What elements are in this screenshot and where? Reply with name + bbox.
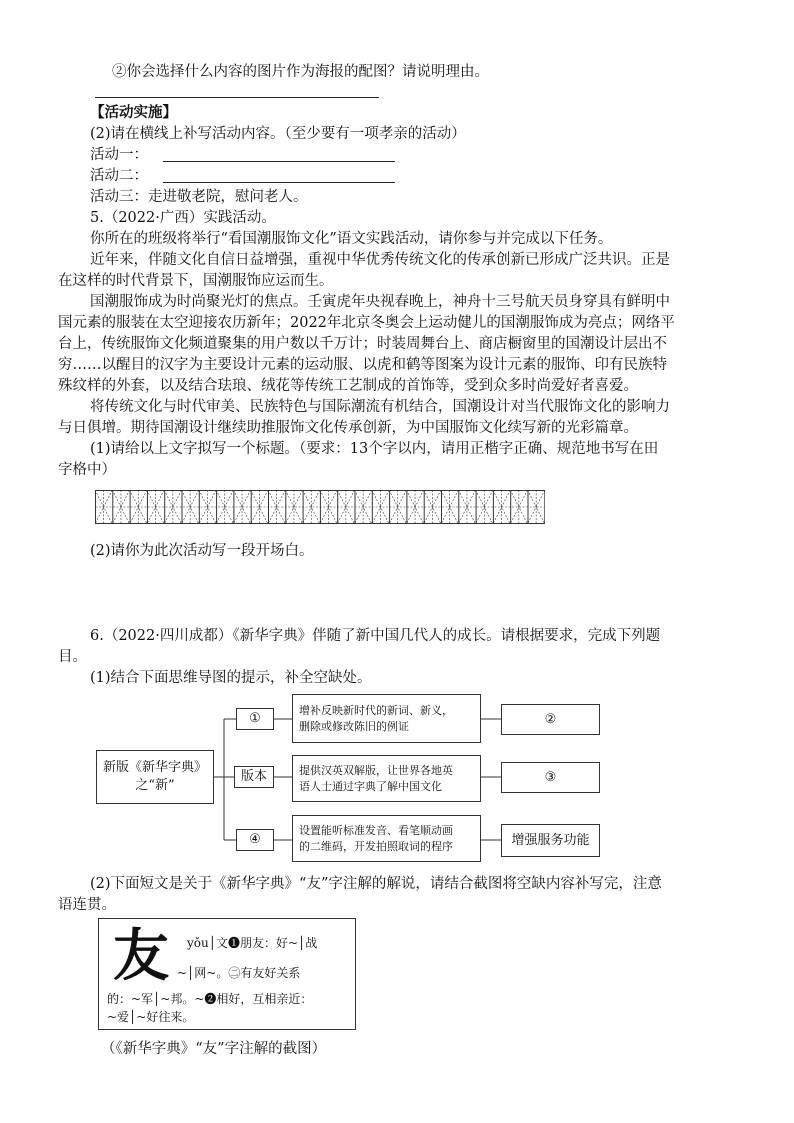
q5-2-prompt: (2)请你为此次活动写一段开场白。 [90, 543, 314, 559]
mindmap-desc-1 [292, 694, 481, 743]
dictionary-entry-line: ~爱│~好往来。 [107, 1010, 195, 1024]
desc-line: 的二维码，开发拍照取词的程序 [299, 839, 453, 853]
passage-line: 与日俱增。期待国潮设计继续助推服饰文化传承创新，为中国服饰文化续写新的光彩篇章。 [58, 420, 638, 436]
mindmap-root-line: 新版《新华字典》 [102, 760, 207, 775]
q5-intro: 你所在的班级将举行“看国潮服饰文化”语文实践活动，请你参与并完成以下任务。 [90, 231, 613, 247]
desc-line: 增补反映新时代的新词、新义， [299, 703, 453, 717]
desc-line: 设置能听标准发音、看笔顺动画 [299, 823, 453, 837]
passage-line: 台上，传统服饰文化频道聚集的用户数以千万计；时装周舞台上、商店橱窗里的国潮设计层出不 [58, 336, 667, 352]
mindmap-desc-3 [292, 815, 481, 862]
passage-line: 殊纹样的外套，以及结合珐琅、绒花等传统工艺制成的首饰等，受到众多时尚爱好者喜爱。 [58, 378, 638, 394]
dictionary-character: 友 [113, 923, 169, 989]
q6-title: 目。 [58, 649, 87, 665]
dictionary-entry-line: yǒu│文❶朋友：好~│战 [187, 936, 318, 950]
mindmap-result-3[interactable] [501, 762, 600, 793]
q5-1-prompt: (1)请给以上文字拟写一个标题。（要求：13个字以内，请用正楷字正确、规范地书写在田 [90, 441, 659, 457]
passage-line: 在这样的时代背景下，国潮服饰应运而生。 [58, 273, 334, 289]
q6-title: 6.（2022·四川成都）《新华字典》伴随了新中国几代人的成长。请根据要求，完成下列题 [90, 628, 661, 644]
q6-2-prompt: 语连贯。 [58, 897, 116, 913]
dictionary-screenshot [98, 918, 356, 1030]
question-choose-image: ②你会选择什么内容的图片作为海报的配图？请说明理由。 [112, 64, 489, 80]
result-1-label: ② [544, 711, 557, 727]
q5-1-prompt: 字格中） [58, 462, 116, 478]
dictionary-entry-line: 的：~军│~邦。~❷相好，互相亲近： [107, 992, 313, 1006]
activity2-label: 活动二： [90, 168, 148, 184]
mindmap-root [96, 750, 214, 804]
passage-line: 将传统文化与时代审美、民族特色与国际潮流有机结合，国潮设计对当代服饰文化的影响力 [90, 399, 670, 415]
mindmap-branch-4[interactable] [236, 829, 274, 851]
mindmap-result-service [501, 824, 600, 857]
mindmap-branch-version [234, 766, 274, 788]
activity3-text: 活动三：走进敬老院，慰问老人。 [90, 189, 308, 205]
dictionary-caption: （《新华字典》“友”字注解的截图） [101, 1041, 327, 1057]
passage-line: 近年来，伴随文化自信日益增强，重视中华优秀传统文化的传承创新已形成广泛共识。正是 [90, 252, 670, 268]
branch-3-label: ④ [249, 832, 261, 847]
activity1-label: 活动一： [90, 147, 148, 163]
desc-line: 提供汉英双解版，让世界各地英 [299, 763, 453, 777]
q6-1-prompt: (1)结合下面思维导图的提示，补全空缺处。 [90, 670, 372, 686]
mindmap-branch-1[interactable] [236, 708, 274, 730]
passage-line: 国元素的服装在太空迎接农历新年；2022年北京冬奥会上运动健儿的国潮服饰成为亮点；网络平 [58, 315, 675, 331]
q6-2-prompt: (2)下面短文是关于《新华字典》“友”字注解的解说，请结合截图将空缺内容补写完，注意 [90, 876, 662, 892]
result-3-label: 增强服务功能 [511, 832, 590, 848]
passage-line: 穷……以醒目的汉字为主要设计元素的运动服、以虎和鹤等图案为设计元素的服饰、印有民族特 [58, 357, 667, 373]
desc-line: 语人士通过字典了解中国文化 [299, 779, 442, 793]
activity-header: 【活动实施】 [90, 104, 177, 121]
mindmap-result-2[interactable] [501, 704, 600, 735]
dictionary-entry-line: ~│网~。㊁有友好关系 [177, 966, 301, 980]
branch-1-label: ① [249, 711, 261, 726]
q5-title: 5.（2022·广西）实践活动。 [90, 210, 276, 226]
activity-prompt: (2)请在横线上补写活动内容。（至少要有一项孝亲的活动） [90, 126, 466, 142]
branch-2-label: 版本 [240, 769, 267, 784]
passage-line: 国潮服饰成为时尚聚光灯的焦点。壬寅虎年央视春晚上，神舟十三号航天员身穿具有鲜明中 [90, 294, 670, 310]
mindmap-root-line: 之“新” [135, 778, 175, 793]
result-2-label: ③ [544, 769, 557, 785]
desc-line: 删除或修改陈旧的例证 [299, 719, 409, 733]
mindmap-desc-2 [292, 755, 481, 802]
